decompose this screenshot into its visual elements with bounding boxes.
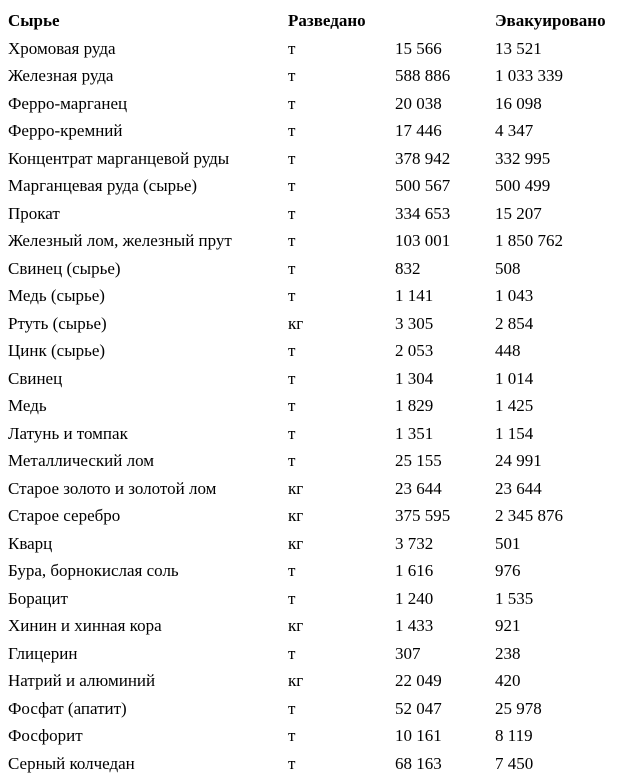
cell-evacuated: 24 991: [495, 451, 542, 470]
cell-evacuated: 1 033 339: [495, 66, 563, 85]
cell-evacuated: 500 499: [495, 176, 551, 195]
table-row: [8, 502, 634, 530]
cell-unit: т: [288, 93, 296, 113]
header-evacuated: Эвакуировано: [495, 11, 606, 30]
cell-explored: 500 567: [395, 176, 451, 195]
cell-explored: 334 653: [395, 203, 451, 223]
cell-explored: 10 161: [395, 726, 442, 745]
cell-unit: т: [288, 561, 296, 580]
table-row: [8, 530, 634, 558]
table-row: [8, 62, 634, 90]
cell-unit: кг: [288, 533, 304, 553]
cell-explored: 3 305: [395, 313, 434, 333]
cell-unit: т: [288, 423, 296, 443]
cell-material-name: Хинин и хинная кора: [8, 616, 162, 635]
cell-material-name: Хромовая руда: [8, 38, 116, 58]
cell-material-name: Натрий и алюминий: [8, 671, 156, 690]
cell-evacuated: 508: [495, 258, 521, 278]
cell-material-name: Серный колчедан: [8, 753, 135, 773]
cell-unit: кг: [288, 506, 304, 525]
cell-material-name: Ферро-кремний: [8, 121, 123, 140]
table-row: [8, 447, 634, 475]
table-body: [8, 35, 634, 778]
cell-material-name: Фосфат (апатит): [8, 698, 127, 718]
cell-evacuated: 7 450: [495, 753, 534, 773]
cell-explored: 375 595: [395, 506, 451, 525]
cell-material-name: Глицерин: [8, 643, 78, 663]
cell-explored: 832: [395, 258, 421, 278]
cell-material-name: Старое золото и золотой лом: [8, 478, 217, 498]
cell-unit: т: [288, 176, 296, 195]
cell-explored: 1 141: [395, 286, 434, 305]
cell-unit: т: [288, 726, 296, 745]
cell-explored: 17 446: [395, 121, 442, 140]
table-row: [8, 695, 634, 723]
cell-explored: 307: [395, 643, 421, 663]
table-row: [8, 172, 634, 200]
cell-material-name: Концентрат марганцевой руды: [8, 148, 230, 168]
cell-explored: 52 047: [395, 698, 442, 718]
cell-material-name: Латунь и томпак: [8, 423, 128, 443]
cell-unit: т: [288, 203, 296, 223]
cell-unit: кг: [288, 616, 304, 635]
table-row: [8, 227, 634, 255]
cell-explored: 588 886: [395, 66, 451, 85]
cell-evacuated: 238: [495, 643, 521, 663]
cell-explored: 103 001: [395, 231, 451, 250]
cell-unit: т: [288, 451, 296, 470]
table-row: [8, 640, 634, 668]
table-row: [8, 585, 634, 613]
cell-evacuated: 25 978: [495, 698, 542, 718]
cell-evacuated: 332 995: [495, 148, 551, 168]
cell-unit: т: [288, 121, 296, 140]
cell-evacuated: 4 347: [495, 121, 534, 140]
cell-explored: 1 351: [395, 423, 434, 443]
cell-material-name: Медь: [8, 396, 47, 415]
cell-unit: т: [288, 148, 296, 168]
cell-unit: т: [288, 588, 296, 608]
cell-material-name: Бура, борнокислая соль: [8, 561, 179, 580]
table-row: [8, 117, 634, 145]
cell-unit: т: [288, 38, 296, 58]
cell-evacuated: 16 098: [495, 93, 542, 113]
cell-explored: 15 566: [395, 38, 442, 58]
table-row: [8, 667, 634, 695]
table-row: [8, 612, 634, 640]
cell-explored: 1 240: [395, 588, 434, 608]
cell-material-name: Старое серебро: [8, 506, 121, 525]
cell-unit: т: [288, 643, 296, 663]
table-row: [8, 282, 634, 310]
header-explored: Разведано: [288, 11, 366, 30]
cell-evacuated: 2 345 876: [495, 506, 563, 525]
cell-material-name: Железный лом, железный прут: [8, 231, 232, 250]
cell-evacuated: 15 207: [495, 203, 542, 223]
cell-explored: 1 433: [395, 616, 434, 635]
table-row: [8, 722, 634, 750]
cell-explored: 2 053: [395, 341, 434, 360]
table-row: [8, 90, 634, 118]
cell-evacuated: 1 154: [495, 423, 534, 443]
table-header: [8, 7, 634, 35]
cell-explored: 20 038: [395, 93, 442, 113]
cell-unit: т: [288, 286, 296, 305]
cell-explored: 378 942: [395, 148, 451, 168]
cell-material-name: Металлический лом: [8, 451, 155, 470]
cell-explored: 1 829: [395, 396, 434, 415]
cell-evacuated: 13 521: [495, 38, 542, 58]
cell-evacuated: 1 425: [495, 396, 534, 415]
header-raw-material: Сырье: [8, 11, 60, 30]
cell-evacuated: 420: [495, 671, 521, 690]
table-row: [8, 255, 634, 283]
cell-unit: т: [288, 396, 296, 415]
table-row: [8, 557, 634, 585]
cell-explored: 22 049: [395, 671, 442, 690]
cell-explored: 1 304: [395, 368, 434, 388]
cell-material-name: Ферро-марганец: [8, 93, 128, 113]
cell-evacuated: 2 854: [495, 313, 534, 333]
table-row: [8, 750, 634, 778]
cell-material-name: Марганцевая руда (сырье): [8, 176, 198, 195]
cell-material-name: Борацит: [8, 588, 68, 608]
cell-unit: т: [288, 66, 296, 85]
cell-unit: кг: [288, 671, 304, 690]
table-row: [8, 35, 634, 63]
cell-material-name: Фосфорит: [8, 726, 83, 745]
cell-explored: 68 163: [395, 753, 442, 773]
cell-material-name: Прокат: [8, 203, 60, 223]
cell-evacuated: 501: [495, 533, 521, 553]
table-row: [8, 145, 634, 173]
raw-materials-table: [8, 7, 634, 777]
cell-evacuated: 23 644: [495, 478, 542, 498]
cell-explored: 23 644: [395, 478, 442, 498]
cell-unit: т: [288, 341, 296, 360]
table-row: [8, 310, 634, 338]
cell-evacuated: 8 119: [495, 726, 533, 745]
cell-evacuated: 448: [495, 341, 521, 360]
cell-unit: кг: [288, 478, 304, 498]
cell-evacuated: 976: [495, 561, 521, 580]
table-row: [8, 420, 634, 448]
cell-unit: кг: [288, 313, 304, 333]
table-row: [8, 365, 634, 393]
cell-unit: т: [288, 231, 296, 250]
cell-material-name: Цинк (сырье): [8, 341, 106, 360]
cell-unit: т: [288, 258, 296, 278]
cell-explored: 1 616: [395, 561, 434, 580]
cell-evacuated: 1 535: [495, 588, 534, 608]
cell-material-name: Свинец (сырье): [8, 258, 121, 278]
cell-material-name: Железная руда: [8, 66, 114, 85]
cell-material-name: Медь (сырье): [8, 286, 105, 305]
header-row: [8, 7, 634, 35]
cell-unit: т: [288, 698, 296, 718]
cell-unit: т: [288, 753, 296, 773]
table-row: [8, 475, 634, 503]
cell-evacuated: 921: [495, 616, 521, 635]
cell-explored: 25 155: [395, 451, 442, 470]
cell-evacuated: 1 043: [495, 286, 534, 305]
cell-material-name: Свинец: [8, 368, 63, 388]
table-row: [8, 200, 634, 228]
cell-evacuated: 1 014: [495, 368, 534, 388]
cell-material-name: Ртуть (сырье): [8, 313, 107, 333]
table-row: [8, 337, 634, 365]
cell-evacuated: 1 850 762: [495, 231, 563, 250]
cell-explored: 3 732: [395, 533, 434, 553]
cell-material-name: Кварц: [8, 533, 53, 553]
table-row: [8, 392, 634, 420]
cell-unit: т: [288, 368, 296, 388]
